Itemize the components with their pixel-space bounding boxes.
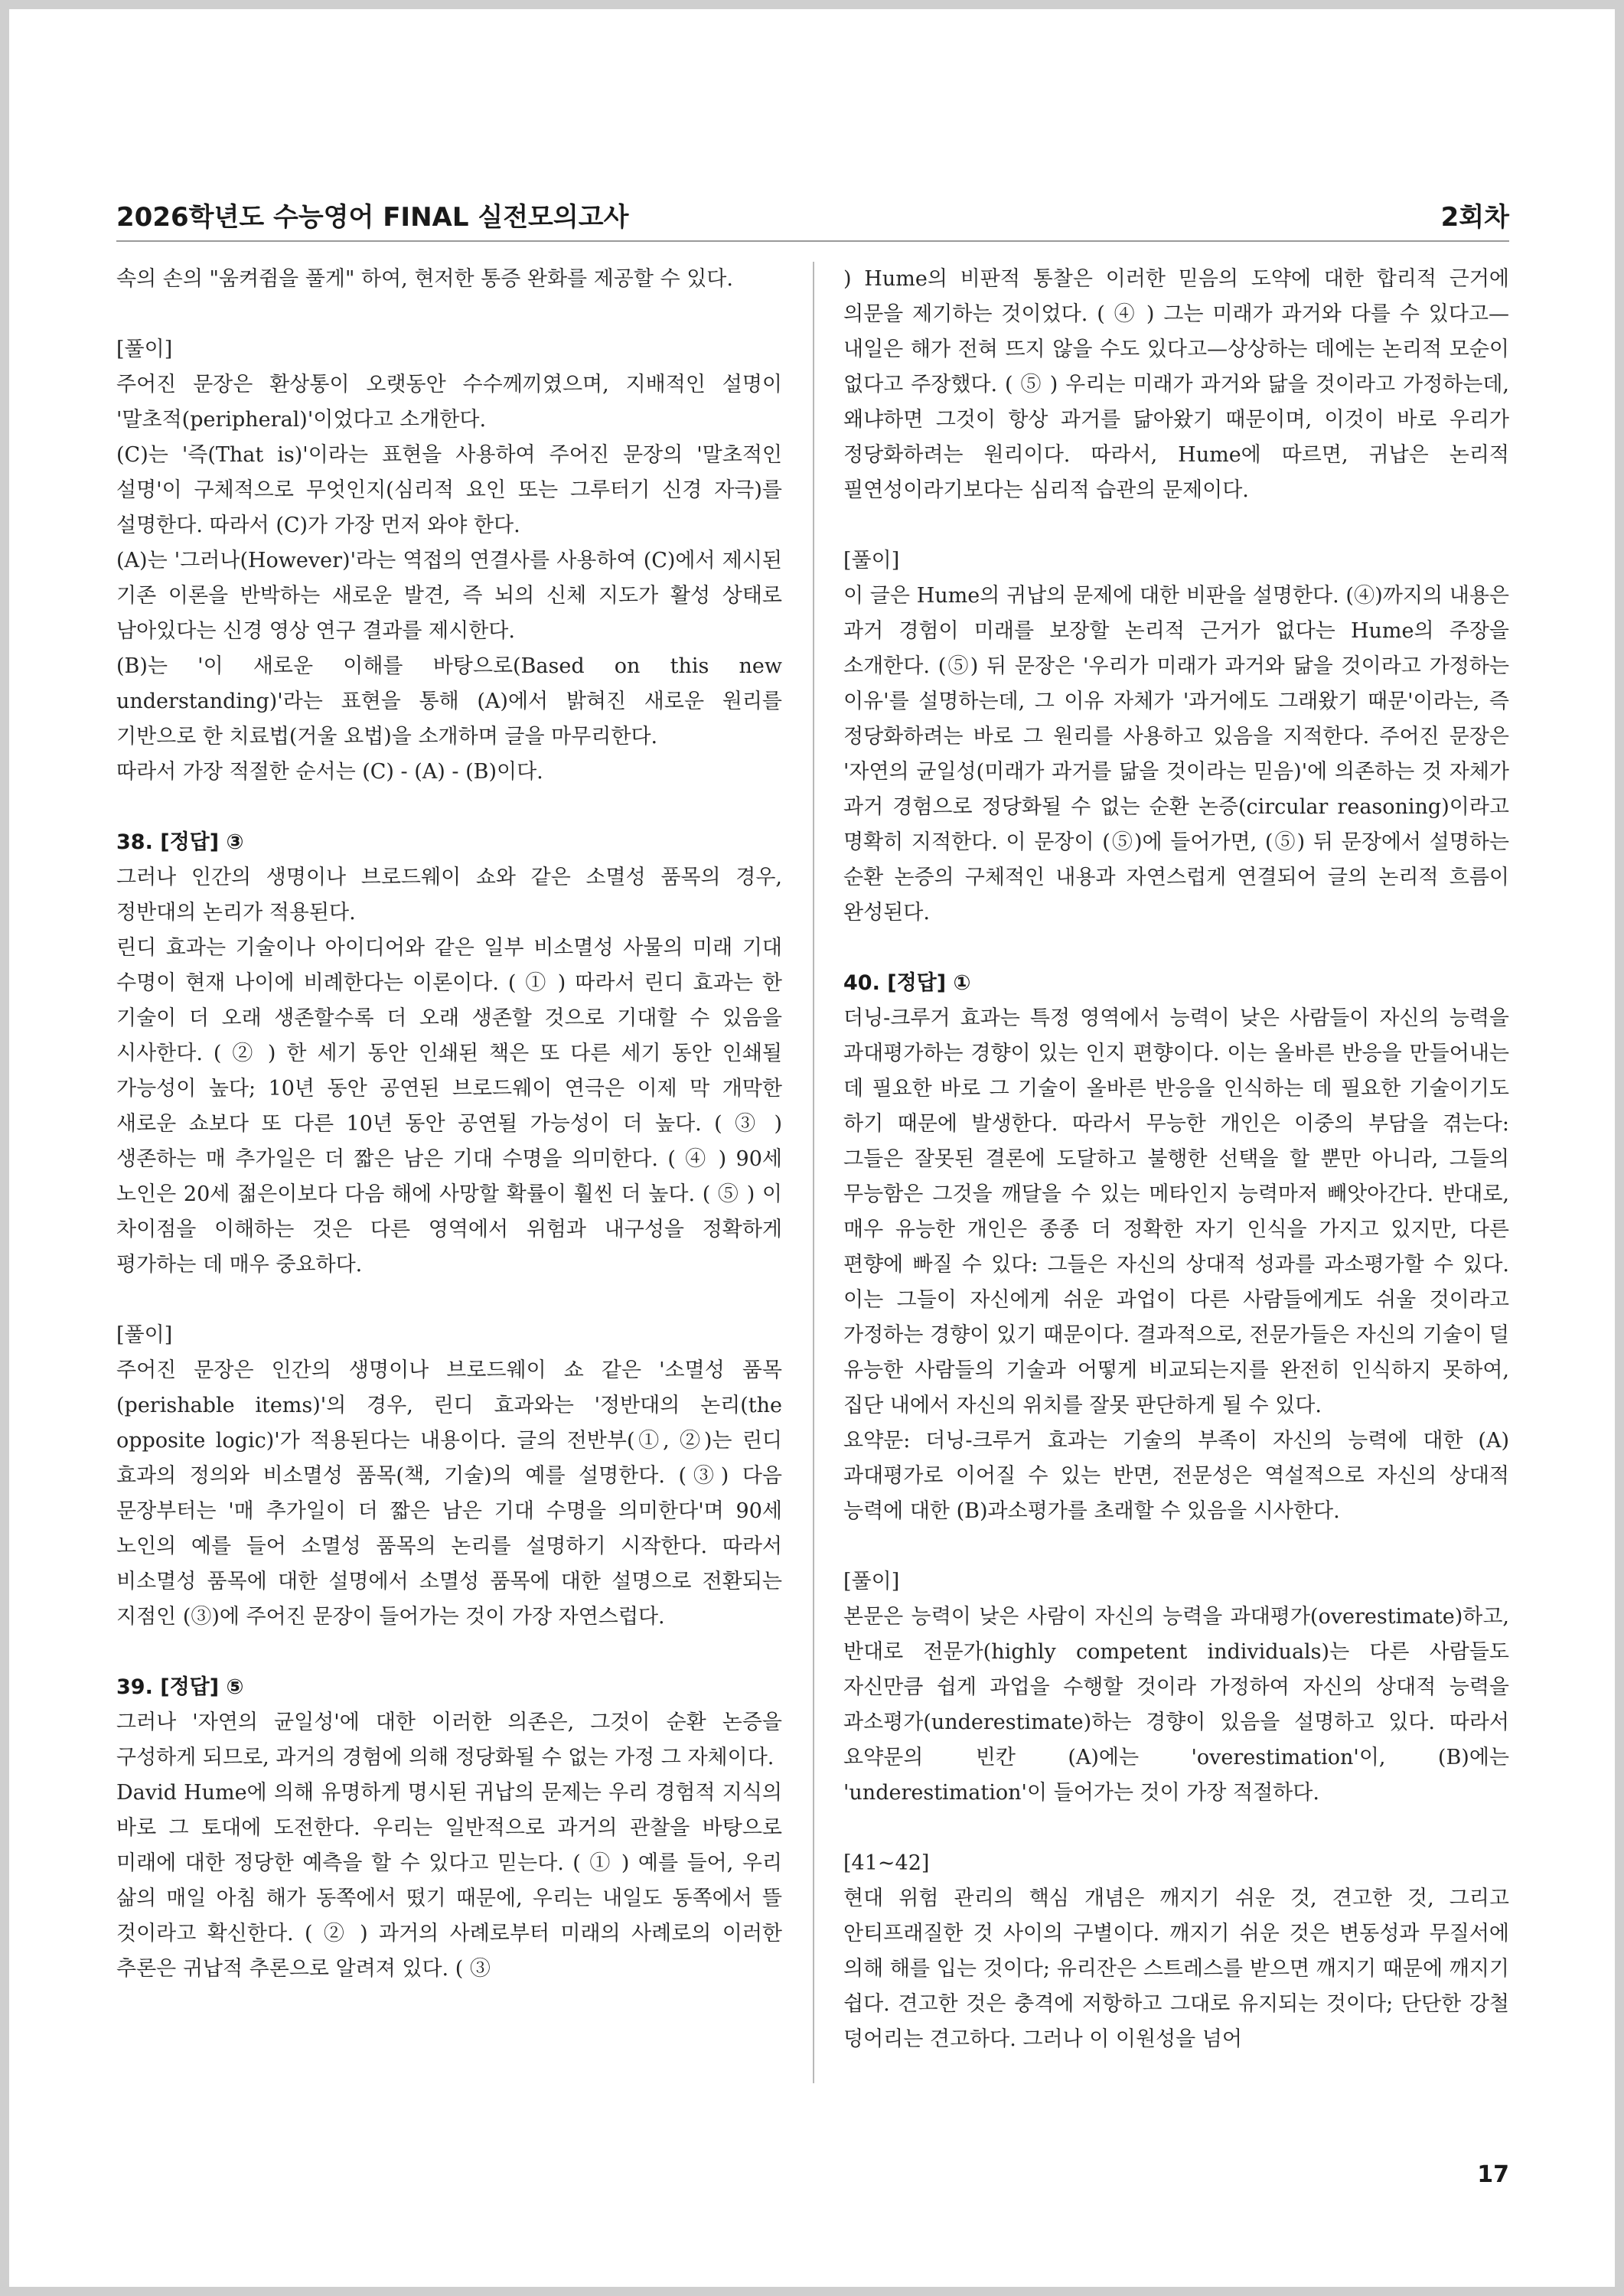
q37-solution-paragraph: (A)는 '그러나(However)'라는 역접의 연결사를 사용하여 (C)에서 제시된 기존 이론을 반박하는 새로운 발견, 즉 뇌의 신체 지도가 활성 상태로 남아있다는 신경 영상 연구 결과를 제시한다. [116, 549, 782, 643]
q37-passage-continued: 속의 손의 "움켜쥠을 풀게" 하여, 현저한 통증 완화를 제공할 수 있다. [116, 267, 733, 291]
spacer [116, 1635, 782, 1670]
spacer [116, 297, 782, 332]
exam-title: 2026학년도 수능영어 FINAL 실전모의고사 [116, 202, 629, 233]
spacer [116, 1283, 782, 1318]
q39-solution-label: [풀이] [843, 549, 900, 572]
q41-42-passage: 현대 위험 관리의 핵심 개념은 깨지기 쉬운 것, 견고한 것, 그리고 안티프래질한 것 사이의 구별이다. 깨지기 쉬운 것은 변동성과 무질서에 의해 해를 입는 것이다; 유리잔은 스트레스를 받으면 깨지기 때문에 깨지기 쉽다. 견고한 것은 충격에 저항하고 그대로 유지되는 것이다; 단단한 강철 덩어리는 견고하다. 그러나 이 이원성을 넘어 [843, 1887, 1509, 2051]
q37-solution-paragraph: (B)는 '이 새로운 이해를 바탕으로(Based on this new understanding)'라는 표현을 통해 (A)에서 밝혀진 새로운 원리를 기반으로 한 치료법(거울 요법)을 소개하며 글을 마무리한다. [116, 654, 782, 748]
page-number: 17 [1477, 2161, 1509, 2188]
q40-solution-label: [풀이] [843, 1570, 900, 1593]
column-divider [813, 262, 814, 2083]
q37-solution-paragraph: 주어진 문장은 환상통이 오랫동안 수수께끼였으며, 지배적인 설명이 '말초적(peripheral)'이었다고 소개한다. [116, 373, 782, 432]
spacer [843, 1529, 1509, 1564]
q39-passage-continued: ) Hume의 비판적 통찰은 이러한 믿음의 도약에 대한 합리적 근거에 의문을 제기하는 것이었다. ( ④ ) 그는 미래가 과거와 다를 수 있다고—내일은 해가 전혀 뜨지 않을 수도 있다고—상상하는 데에는 논리적 모순이 없다고 주장했다. ( ⑤ ) 우리는 미래가 과거와 닮을 것이라고 가정하는데, 왜냐하면 그것이 항상 과거를 닮아왔기 때문이며, 이것이 바로 우리가 정당화하려는 원리이다. 따라서, Hume에 따르면, 귀납은 논리적 필연성이라기보다는 심리적 습관의 문제이다. [843, 267, 1509, 502]
left-column [116, 262, 782, 2083]
spacer [843, 508, 1509, 543]
q38-solution-text: 주어진 문장은 인간의 생명이나 브로드웨이 쇼 같은 '소멸성 품목(perishable items)'의 경우, 린디 효과와는 '정반대의 논리(the opposite logic)'가 적용된다는 내용이다. 글의 전반부(①, ②)는 린디 효과의 정의와 비소멸성 품목(책, 기술)의 예를 설명한다. (③) 다음 문장부터는 '매 추가일이 더 짧은 남은 기대 수명을 의미한다'며 90세 노인의 예를 들어 소멸성 품목의 논리를 설명하기 시작한다. 따라서 비소멸성 품목에 대한 설명에서 소멸성 품목에 대한 설명으로 전환되는 지점인 (③)에 주어진 문장이 들어가는 것이 가장 자연스럽다. [116, 1358, 782, 1629]
q38-passage: 린디 효과는 기술이나 아이디어와 같은 일부 비소멸성 사물의 미래 기대 수명이 현재 나이에 비례한다는 이론이다. ( ① ) 따라서 린디 효과는 한 기술이 더 오래 생존할수록 더 오래 생존할 것으로 기대할 수 있음을 시사한다. ( ② ) 한 세기 동안 인쇄된 책은 또 다른 세기 동안 인쇄될 가능성이 높다; 10년 동안 공연된 브로드웨이 연극은 이제 막 개막한 새로운 쇼보다 또 다른 10년 동안 공연될 가능성이 더 높다. ( ③ ) 생존하는 매 추가일은 더 짧은 남은 기대 수명을 의미한다. ( ④ ) 90세 노인은 20세 젊은이보다 다음 해에 사망할 확률이 훨씬 더 높다. ( ⑤ ) 이 차이점을 이해하는 것은 다른 영역에서 위험과 내구성을 정확하게 평가하는 데 매우 중요하다. [116, 936, 782, 1277]
q38-answer-heading: 38. [정답] ③ [116, 830, 244, 854]
spacer [116, 790, 782, 825]
q40-solution-text: 본문은 능력이 낮은 사람이 자신의 능력을 과대평가(overestimate)하고, 반대로 전문가(highly competent individuals)는 다른 사람들도 자신만큼 쉽게 과업을 수행할 것이라 가정하여 자신의 상대적 능력을 과소평가(underestimate)하는 경향이 있음을 설명하고 있다. 따라서 요약문의 빈칸 (A)에는 'overestimation'이, (B)에는 'underestimation'이 들어가는 것이 가장 적절하다. [843, 1605, 1509, 1805]
q39-solution-text: 이 글은 Hume의 귀납의 문제에 대한 비판을 설명한다. (④)까지의 내용은 과거 경험이 미래를 보장할 논리적 근거가 없다는 Hume의 주장을 소개한다. (⑤) 뒤 문장은 '우리가 미래가 과거와 닮을 것이라고 가정하는 이유'를 설명하는데, 그 이유 자체가 '과거에도 그래왔기 때문'이라는, 즉 정당화하려는 바로 그 원리를 사용하고 있음을 지적한다. 주어진 문장은 '자연의 균일성(미래가 과거를 닮을 것이라는 믿음)'에 의존하는 것 자체가 과거 경험으로 정당화될 수 없는 순환 논증(circular reasoning)이라고 명확히 지적한다. 이 문장이 (⑤)에 들어가면, (⑤) 뒤 문장에서 설명하는 순환 논증의 구체적인 내용과 자연스럽게 연결되어 글의 논리적 흐름이 완성된다. [843, 584, 1509, 925]
q39-passage: David Hume에 의해 유명하게 명시된 귀납의 문제는 우리 경험적 지식의 바로 그 토대에 도전한다. 우리는 일반적으로 과거의 관찰을 바탕으로 미래에 대한 정당한 예측을 할 수 있다고 믿는다. ( ① ) 예를 들어, 우리 삶의 매일 아침 해가 동쪽에서 떴기 때문에, 우리는 내일도 동쪽에서 뜰 것이라고 확신한다. ( ② ) 과거의 사례로부터 미래의 사례로의 이러한 추론은 귀납적 추론으로 알려져 있다. ( ③ [116, 1781, 782, 1981]
q41-42-label: [41~42] [843, 1851, 930, 1875]
spacer [843, 931, 1509, 966]
q37-solution-conclusion: 따라서 가장 적절한 순서는 (C) - (A) - (B)이다. [116, 760, 543, 784]
spacer [843, 1811, 1509, 1846]
exam-round: 2회차 [1440, 202, 1509, 233]
q40-answer-heading: 40. [정답] ① [843, 971, 971, 995]
q38-given-sentence: 그러나 인간의 생명이나 브로드웨이 쇼와 같은 소멸성 품목의 경우, 정반대의 논리가 적용된다. [116, 866, 782, 925]
q38-solution-label: [풀이] [116, 1323, 173, 1347]
q40-summary: 요약문: 더닝-크루거 효과는 기술의 부족이 자신의 능력에 대한 (A)과대평가로 이어질 수 있는 반면, 전문성은 역설적으로 자신의 상대적 능력에 대한 (B)과소평가를 초래할 수 있음을 시사한다. [843, 1429, 1509, 1523]
page-header [116, 196, 1509, 242]
q37-solution-paragraph: (C)는 '즉(That is)'이라는 표현을 사용하여 주어진 문장의 '말초적인 설명'이 구체적으로 무엇인지(심리적 요인 또는 그루터기 신경 자극)를 설명한다. 따라서 (C)가 가장 먼저 와야 한다. [116, 443, 782, 537]
q39-answer-heading: 39. [정답] ⑤ [116, 1675, 244, 1699]
right-column [843, 262, 1509, 2083]
q37-solution-label: [풀이] [116, 338, 173, 361]
page [9, 9, 1615, 2287]
header-rule [116, 240, 1509, 242]
q40-passage: 더닝-크루거 효과는 특정 영역에서 능력이 낮은 사람들이 자신의 능력을 과대평가하는 경향이 있는 인지 편향이다. 이는 올바른 반응을 만들어내는 데 필요한 바로 그 기술이 올바른 반응을 인식하는 데 필요한 기술이기도 하기 때문에 발생한다. 따라서 무능한 개인은 이중의 부담을 겪는다: 그들은 잘못된 결론에 도달하고 불행한 선택을 할 뿐만 아니라, 그들의 무능함은 그것을 깨달을 수 있는 메타인지 능력마저 빼앗아간다. 반대로, 매우 유능한 개인은 종종 더 정확한 자기 인식을 가지고 있지만, 다른 편향에 빠질 수 있다: 그들은 자신의 상대적 성과를 과소평가할 수 있다. 이는 그들이 자신에게 쉬운 과업이 다른 사람들에게도 쉬울 것이라고 가정하는 경향이 있기 때문이다. 결과적으로, 전문가들은 자신의 기술이 덜 유능한 사람들의 기술과 어떻게 비교되는지를 완전히 인식하지 못하여, 집단 내에서 자신의 위치를 잘못 판단하게 될 수 있다. [843, 1006, 1509, 1417]
q39-given-sentence: 그러나 '자연의 균일성'에 대한 이러한 의존은, 그것이 순환 논증을 구성하게 되므로, 과거의 경험에 의해 정당화될 수 없는 가정 그 자체이다. [116, 1711, 782, 1769]
